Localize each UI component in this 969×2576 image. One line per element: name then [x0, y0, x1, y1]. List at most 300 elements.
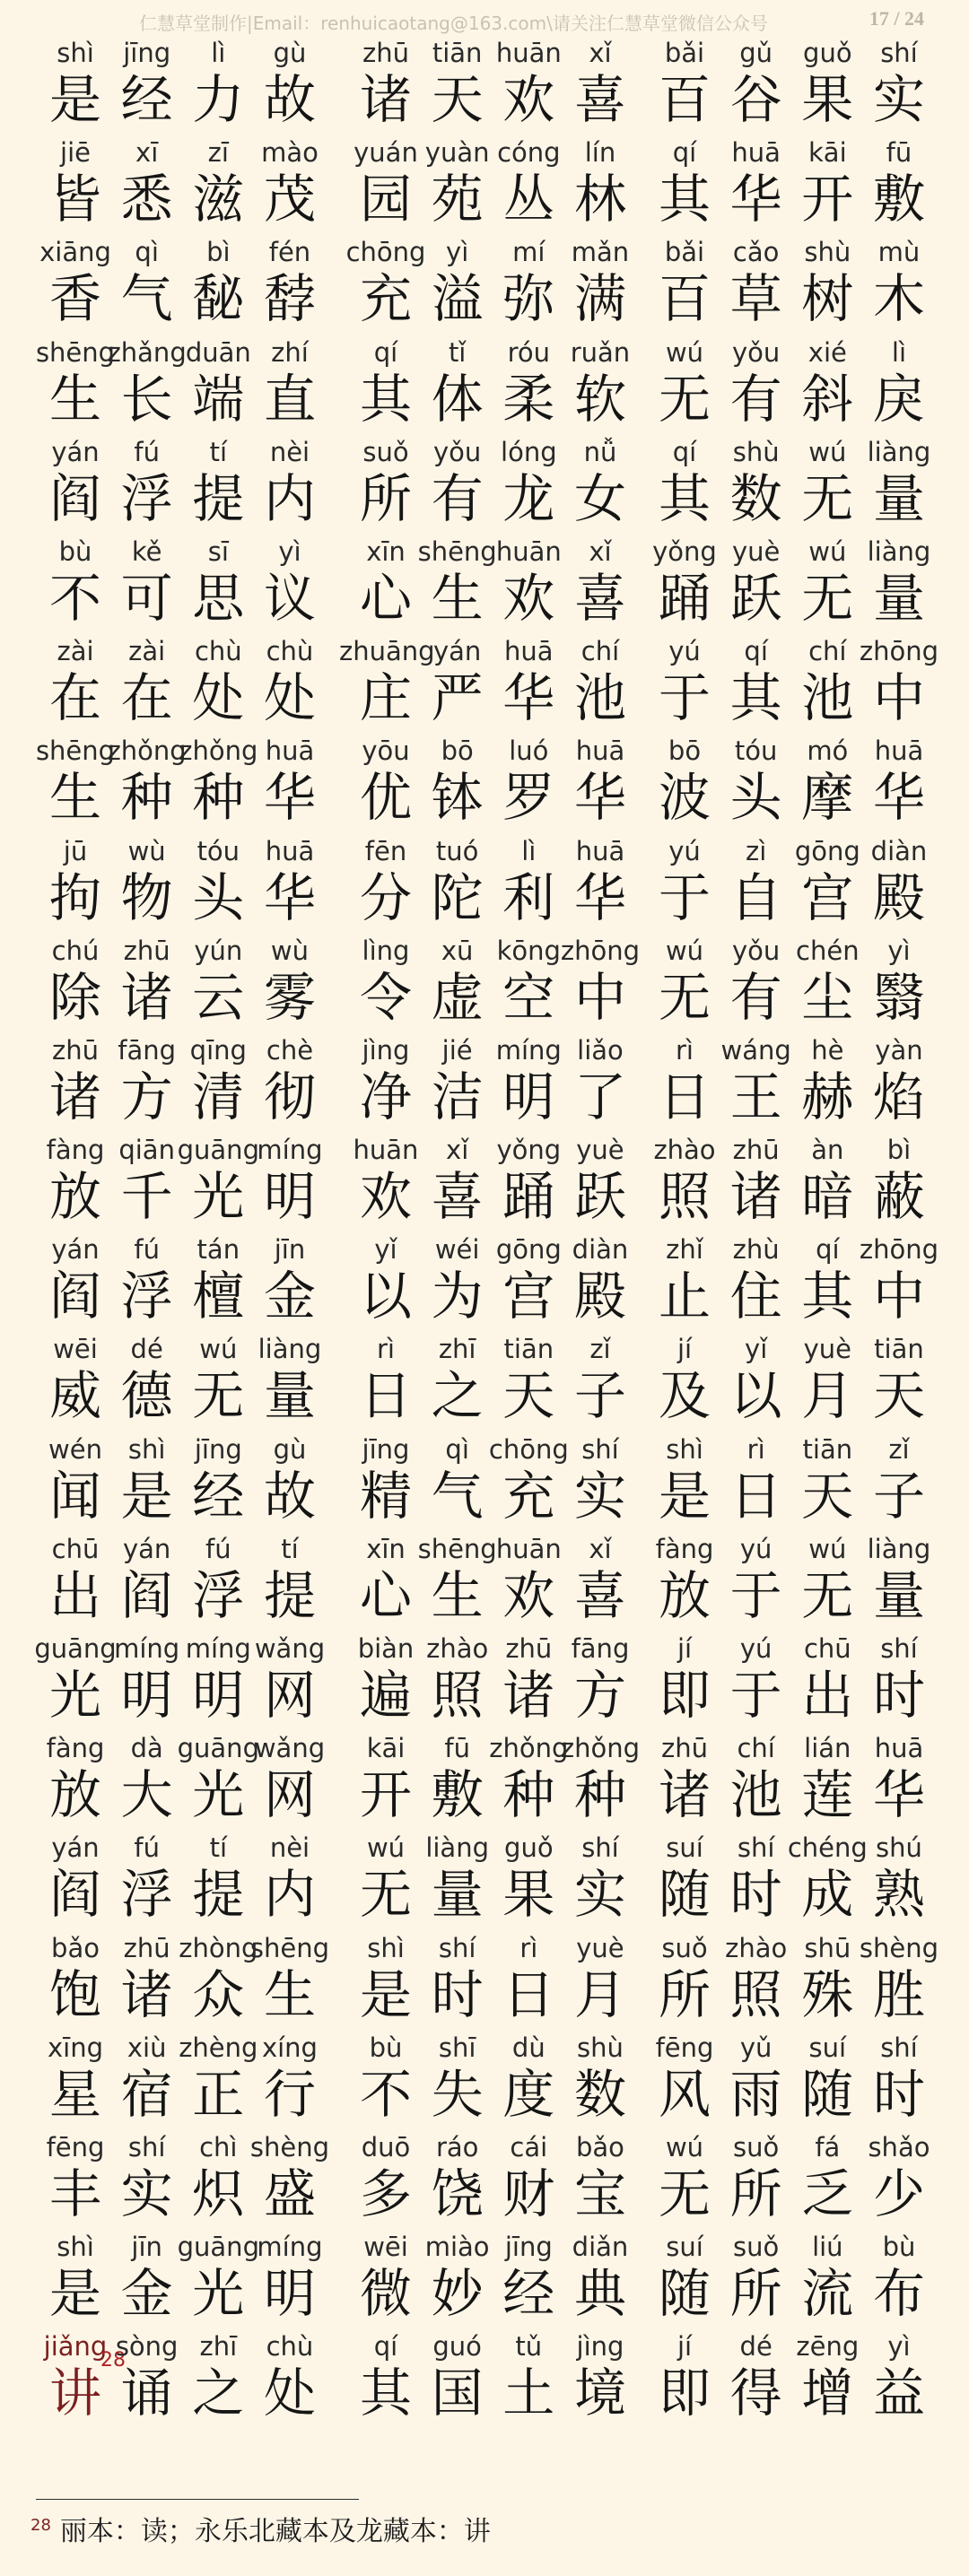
hanzi: 跃: [729, 567, 782, 629]
pinyin: jīng: [123, 38, 171, 68]
pinyin: bù: [58, 535, 92, 567]
pinyin: zhǒng: [560, 1733, 641, 1764]
char-cell: [184, 437, 252, 536]
pinyin: yú: [739, 1533, 773, 1564]
char-cell: [650, 2032, 719, 2132]
hanzi: 光: [192, 1764, 245, 1826]
pinyin: lìng: [362, 935, 410, 966]
hanzi: 无: [658, 966, 711, 1028]
hanzi: 议: [263, 567, 316, 629]
char-cell: [352, 2132, 420, 2232]
hanzi: 了: [573, 1066, 626, 1127]
pinyin: zhào: [725, 1932, 788, 1963]
pinyin: yún: [194, 935, 243, 966]
pinyin: huān: [495, 38, 562, 68]
char-cell: [179, 735, 258, 835]
char-cell: [494, 1234, 563, 1334]
pinyin: zhū: [661, 1733, 708, 1764]
verse-phrase: [650, 437, 933, 536]
verse-row: [0, 437, 969, 536]
hanzi: 华: [872, 767, 925, 829]
pinyin: shēng: [35, 735, 116, 767]
pinyin: huā: [265, 735, 315, 767]
char-cell: [650, 137, 719, 237]
pinyin: zhòng: [179, 1932, 258, 1963]
char-cell: [722, 2232, 790, 2331]
hanzi: 于: [658, 667, 711, 729]
pinyin: yuàn: [424, 137, 490, 169]
char-cell: [722, 2132, 790, 2232]
char-cell: [41, 2132, 109, 2232]
char-cell: [560, 1733, 641, 1832]
pinyin: xīn: [366, 1533, 406, 1564]
hanzi: 大: [120, 1764, 173, 1826]
char-cell: [489, 1733, 569, 1832]
char-cell: [650, 1035, 719, 1135]
pinyin: huā: [265, 835, 315, 866]
hanzi: 天: [872, 1365, 925, 1427]
hanzi: 思: [192, 567, 245, 629]
char-cell: [41, 2232, 109, 2331]
char-cell: [494, 836, 563, 936]
pinyin: liú: [812, 2232, 843, 2263]
hanzi: 百: [658, 69, 711, 130]
pinyin: tiān: [503, 1334, 554, 1365]
pinyin: qí: [373, 336, 398, 368]
char-cell: [787, 1832, 868, 1932]
pinyin: ráo: [435, 2131, 479, 2163]
char-cell: [184, 2132, 252, 2232]
char-cell: [41, 237, 109, 336]
verse-phrase: [650, 2331, 933, 2431]
char-cell: [859, 1234, 939, 1334]
pinyin: huā: [575, 835, 625, 866]
pinyin: yì: [278, 535, 301, 567]
hanzi: 照: [729, 1963, 782, 2025]
hanzi: 气: [431, 1465, 484, 1527]
char-cell: [41, 636, 109, 735]
verse-row: [0, 1633, 969, 1733]
pinyin: tí: [209, 1832, 228, 1864]
verse-row: [0, 1035, 969, 1135]
pinyin: zài: [128, 636, 166, 667]
verse-phrase: [41, 1832, 324, 1932]
pinyin: fū: [886, 137, 912, 169]
char-cell: [352, 735, 420, 835]
char-cell: [793, 1733, 861, 1832]
pinyin: yuán: [354, 137, 418, 169]
pinyin: jiē: [60, 137, 91, 169]
char-cell: [566, 2232, 634, 2331]
pinyin: jié: [441, 1034, 473, 1066]
char-cell: [417, 535, 497, 636]
char-cell: [865, 38, 933, 137]
char-cell: [256, 1633, 324, 1733]
hanzi: 种: [502, 1764, 555, 1826]
verse-phrase: [650, 1434, 933, 1534]
pinyin: wù: [127, 835, 166, 866]
char-cell: [722, 2331, 790, 2431]
hanzi: 网: [263, 1665, 316, 1726]
pinyin: yuè: [803, 1334, 851, 1365]
pinyin: zǐ: [589, 1334, 611, 1365]
hanzi: 时: [431, 1963, 484, 2025]
verse-phrase: [41, 636, 324, 735]
hanzi: 欢: [502, 1564, 555, 1626]
pinyin: gù: [273, 1433, 307, 1465]
verse-grid: [0, 38, 969, 2432]
hanzi: 跃: [573, 1166, 626, 1228]
pinyin: jīn: [131, 2232, 162, 2263]
hanzi: 无: [359, 1864, 412, 1926]
char-cell: [722, 38, 790, 137]
hanzi: 益: [872, 2363, 925, 2424]
char-cell: [650, 2232, 719, 2331]
char-cell: [566, 1234, 634, 1334]
pinyin: gōng: [495, 1234, 562, 1266]
char-cell: [793, 1135, 861, 1234]
hanzi: 时: [729, 1864, 782, 1926]
verse-phrase: [352, 1035, 634, 1135]
char-cell: [184, 636, 252, 735]
char-cell: [793, 437, 861, 536]
footnote-number: 28: [31, 2516, 51, 2535]
hanzi: 宝: [573, 2163, 626, 2224]
pinyin: tiān: [802, 1433, 853, 1465]
hanzi: 种: [573, 1764, 626, 1826]
verse-phrase: [352, 2331, 634, 2431]
hanzi: 馞: [263, 268, 316, 330]
char-cell: [722, 1534, 790, 1633]
hanzi: 谷: [729, 69, 782, 130]
pinyin: zhū: [123, 1932, 170, 1963]
pinyin: shī: [438, 2032, 476, 2063]
char-cell: [865, 1334, 933, 1433]
pinyin: gù: [273, 38, 307, 68]
char-cell: [113, 1832, 181, 1932]
pinyin: lì: [521, 835, 537, 866]
pinyin: bō: [441, 735, 474, 767]
hanzi: 木: [872, 268, 925, 330]
pinyin: bō: [668, 735, 702, 767]
hanzi: 心: [359, 567, 412, 629]
hanzi: 所: [729, 2263, 782, 2325]
pinyin: tóu: [734, 735, 778, 767]
hanzi: 讲 28: [48, 2349, 126, 2424]
char-cell: [184, 1832, 252, 1932]
pinyin: míng: [495, 1034, 562, 1066]
hanzi: 光: [192, 1166, 245, 1228]
hanzi: 头: [192, 866, 245, 928]
verse-phrase: [352, 1534, 634, 1633]
pinyin: yōu: [362, 735, 410, 767]
pinyin: míng: [114, 1633, 180, 1664]
char-cell: [566, 237, 634, 336]
char-cell: [256, 137, 324, 237]
hanzi: 日: [729, 1465, 782, 1527]
char-cell: [722, 1633, 790, 1733]
pinyin: guāng: [177, 2232, 259, 2263]
hanzi: 除: [48, 966, 101, 1028]
pinyin: kāi: [366, 1733, 406, 1764]
hanzi: 金: [263, 1266, 316, 1327]
verse-row: [0, 1434, 969, 1534]
hanzi: 清: [192, 1066, 245, 1127]
hanzi: 阎: [120, 1564, 173, 1626]
verse-phrase: [352, 137, 634, 237]
hanzi: 馝: [192, 268, 245, 330]
hanzi: 阎: [48, 467, 101, 529]
pinyin: yǒu: [732, 935, 781, 966]
hanzi: 草: [729, 268, 782, 330]
hanzi: 莲: [801, 1764, 854, 1826]
verse-phrase: [41, 836, 324, 936]
verse-row: [0, 1135, 969, 1234]
pinyin: chén: [796, 935, 860, 966]
char-cell: [256, 1135, 324, 1234]
pinyin: zhào: [653, 1135, 716, 1166]
pinyin: suí: [666, 1832, 703, 1864]
pinyin: míng: [185, 1633, 251, 1664]
hanzi: 殊: [801, 1963, 854, 2025]
char-cell: [865, 1633, 933, 1733]
verse-phrase: [352, 1234, 634, 1334]
char-cell: [650, 237, 719, 336]
char-cell: [793, 1035, 861, 1135]
pinyin: tí: [209, 436, 228, 467]
char-cell: [113, 2331, 181, 2431]
pinyin: biàn: [357, 1633, 415, 1664]
pinyin: yǐ: [374, 1234, 397, 1266]
char-cell: [865, 137, 933, 237]
verse-phrase: [650, 2232, 933, 2331]
hanzi: 量: [872, 1564, 925, 1626]
hanzi: 量: [263, 1365, 316, 1427]
pinyin: wú: [665, 336, 704, 368]
pinyin: tí: [281, 1533, 299, 1564]
pinyin: liǎo: [577, 1034, 624, 1066]
hanzi: 日: [658, 1066, 711, 1127]
pinyin: rì: [519, 1932, 538, 1963]
pinyin: jìng: [576, 2331, 624, 2363]
char-cell: [41, 936, 109, 1035]
pinyin: suǒ: [362, 436, 409, 467]
char-cell: [113, 536, 181, 636]
hanzi: 数: [573, 2063, 626, 2125]
pinyin: qí: [816, 1234, 840, 1266]
verse-phrase: [650, 1135, 933, 1234]
pinyin: jū: [63, 835, 88, 866]
char-cell: [650, 1434, 719, 1534]
char-cell: [184, 1633, 252, 1733]
footnote-ref[interactable]: 28: [100, 2349, 126, 2372]
char-cell: [566, 337, 634, 437]
pinyin: bù: [369, 2032, 403, 2063]
verse-phrase: [352, 1434, 634, 1534]
char-cell: [793, 2232, 861, 2331]
char-cell: [113, 1135, 181, 1234]
pinyin: tǔ: [515, 2331, 543, 2363]
char-cell: [650, 38, 719, 137]
pinyin: liàng: [867, 436, 931, 467]
pinyin: shí: [581, 1832, 619, 1864]
verse-phrase: [41, 936, 324, 1035]
hanzi: 天: [431, 69, 484, 130]
pinyin: shú: [876, 1832, 922, 1864]
char-cell: [352, 536, 420, 636]
verse-phrase: [41, 2131, 330, 2232]
hanzi: 拘: [48, 866, 101, 928]
char-cell: [566, 636, 634, 735]
pinyin: yán: [51, 436, 100, 467]
pinyin: zì: [746, 835, 767, 866]
hanzi: 微: [359, 2263, 412, 2325]
char-cell: [793, 1534, 861, 1633]
footnote-text: 丽本：读；永乐北藏本及龙藏本：讲: [59, 2516, 491, 2547]
hanzi: 财: [502, 2163, 555, 2224]
pinyin: fú: [134, 1832, 160, 1864]
pinyin: xū: [441, 935, 474, 966]
char-cell: [177, 1733, 259, 1832]
char-cell: [113, 836, 181, 936]
char-cell: [256, 1434, 324, 1534]
verse-row: [0, 2232, 969, 2331]
char-cell: [793, 1234, 861, 1334]
pinyin: fāng: [118, 1034, 177, 1066]
hanzi: 香: [48, 268, 101, 330]
char-cell: [35, 336, 116, 437]
hanzi: 风: [658, 2063, 711, 2125]
char-cell: [566, 2132, 634, 2232]
char-cell: [41, 1135, 109, 1234]
char-cell: [722, 337, 790, 437]
pinyin: míng: [257, 2232, 323, 2263]
char-cell: [566, 1035, 634, 1135]
pinyin: wǎng: [254, 1733, 326, 1764]
pinyin: shì: [57, 38, 94, 68]
verse-phrase: [650, 2032, 933, 2132]
verse-phrase: [41, 1932, 330, 2032]
char-cell: [41, 836, 109, 936]
hanzi: 有: [729, 368, 782, 430]
char-cell: [256, 1832, 324, 1932]
pinyin: guó: [432, 2331, 482, 2363]
hanzi: 日: [359, 1365, 412, 1427]
verse-phrase: [650, 38, 933, 137]
char-cell: [793, 137, 861, 237]
char-cell: [107, 735, 187, 835]
hanzi: 生: [431, 1564, 484, 1626]
verse-phrase: [41, 137, 324, 237]
hanzi: 诸: [359, 69, 412, 130]
pinyin: zēng: [796, 2331, 860, 2363]
pinyin: shèng: [859, 1932, 939, 1963]
pinyin: qì: [445, 1433, 469, 1465]
page-header: [0, 0, 969, 43]
char-cell: [41, 2331, 126, 2431]
verse-phrase: [345, 237, 634, 336]
verse-phrase: [352, 1832, 634, 1932]
hanzi: 华: [573, 767, 626, 829]
pinyin: jīn: [274, 1234, 306, 1266]
pinyin: chí: [581, 636, 620, 667]
char-cell: [793, 1933, 861, 2032]
hanzi: 日: [502, 1963, 555, 2025]
pinyin: yuè: [576, 1932, 624, 1963]
hanzi: 于: [658, 866, 711, 928]
char-cell: [793, 936, 861, 1035]
verse-phrase: [650, 1234, 939, 1334]
pinyin: duān: [185, 336, 251, 368]
hanzi: 时: [872, 2063, 925, 2125]
verse-phrase: [41, 1534, 324, 1633]
char-cell: [184, 1534, 252, 1633]
char-cell: [566, 2032, 634, 2132]
hanzi: 无: [658, 2163, 711, 2224]
hanzi: 百: [658, 268, 711, 330]
pinyin: qiān: [118, 1135, 175, 1166]
char-cell: [494, 1832, 563, 1932]
verse-row: [0, 836, 969, 936]
char-cell: [722, 1135, 790, 1234]
pinyin: mí: [512, 237, 546, 268]
pinyin: shù: [804, 237, 851, 268]
hanzi: 利: [502, 866, 555, 928]
pinyin: zhōng: [859, 1234, 939, 1266]
char-cell: [865, 536, 933, 636]
char-cell: [722, 1933, 790, 2032]
char-cell: [423, 735, 492, 835]
hanzi: 止: [658, 1266, 711, 1327]
char-cell: [865, 1832, 933, 1932]
char-cell: [793, 1434, 861, 1534]
char-cell: [793, 836, 861, 936]
hanzi: 苑: [431, 169, 484, 231]
hanzi: 千: [120, 1166, 173, 1228]
char-cell: [256, 2232, 324, 2331]
hanzi: 失: [431, 2063, 484, 2125]
pinyin: fāng: [571, 1633, 630, 1664]
char-cell: [494, 1933, 563, 2032]
hanzi: 诸: [502, 1665, 555, 1726]
char-cell: [113, 137, 181, 237]
hanzi: 以: [729, 1365, 782, 1427]
char-cell: [352, 1534, 420, 1633]
hanzi: 随: [801, 2063, 854, 2125]
verse-phrase: [650, 536, 933, 636]
char-cell: [566, 536, 634, 636]
char-cell: [722, 1733, 790, 1832]
pinyin: wù: [270, 935, 310, 966]
char-cell: [865, 237, 933, 336]
verse-phrase: [41, 38, 324, 137]
pinyin: jí: [677, 2331, 693, 2363]
char-cell: [566, 836, 634, 936]
hanzi: 实: [120, 2163, 173, 2224]
hanzi: 种: [192, 767, 245, 829]
hanzi: 摩: [801, 767, 854, 829]
pinyin: shèng: [249, 2131, 330, 2163]
pinyin: jiǎng: [43, 2331, 108, 2363]
pinyin: zǐ: [888, 1433, 910, 1465]
pinyin: yǐ: [745, 1334, 768, 1365]
verse-phrase: [650, 137, 933, 237]
verse-row: [0, 1832, 969, 1932]
pinyin: wú: [808, 436, 847, 467]
pinyin: bì: [886, 1135, 912, 1166]
hanzi: 实: [573, 1465, 626, 1527]
char-cell: [865, 2232, 933, 2331]
